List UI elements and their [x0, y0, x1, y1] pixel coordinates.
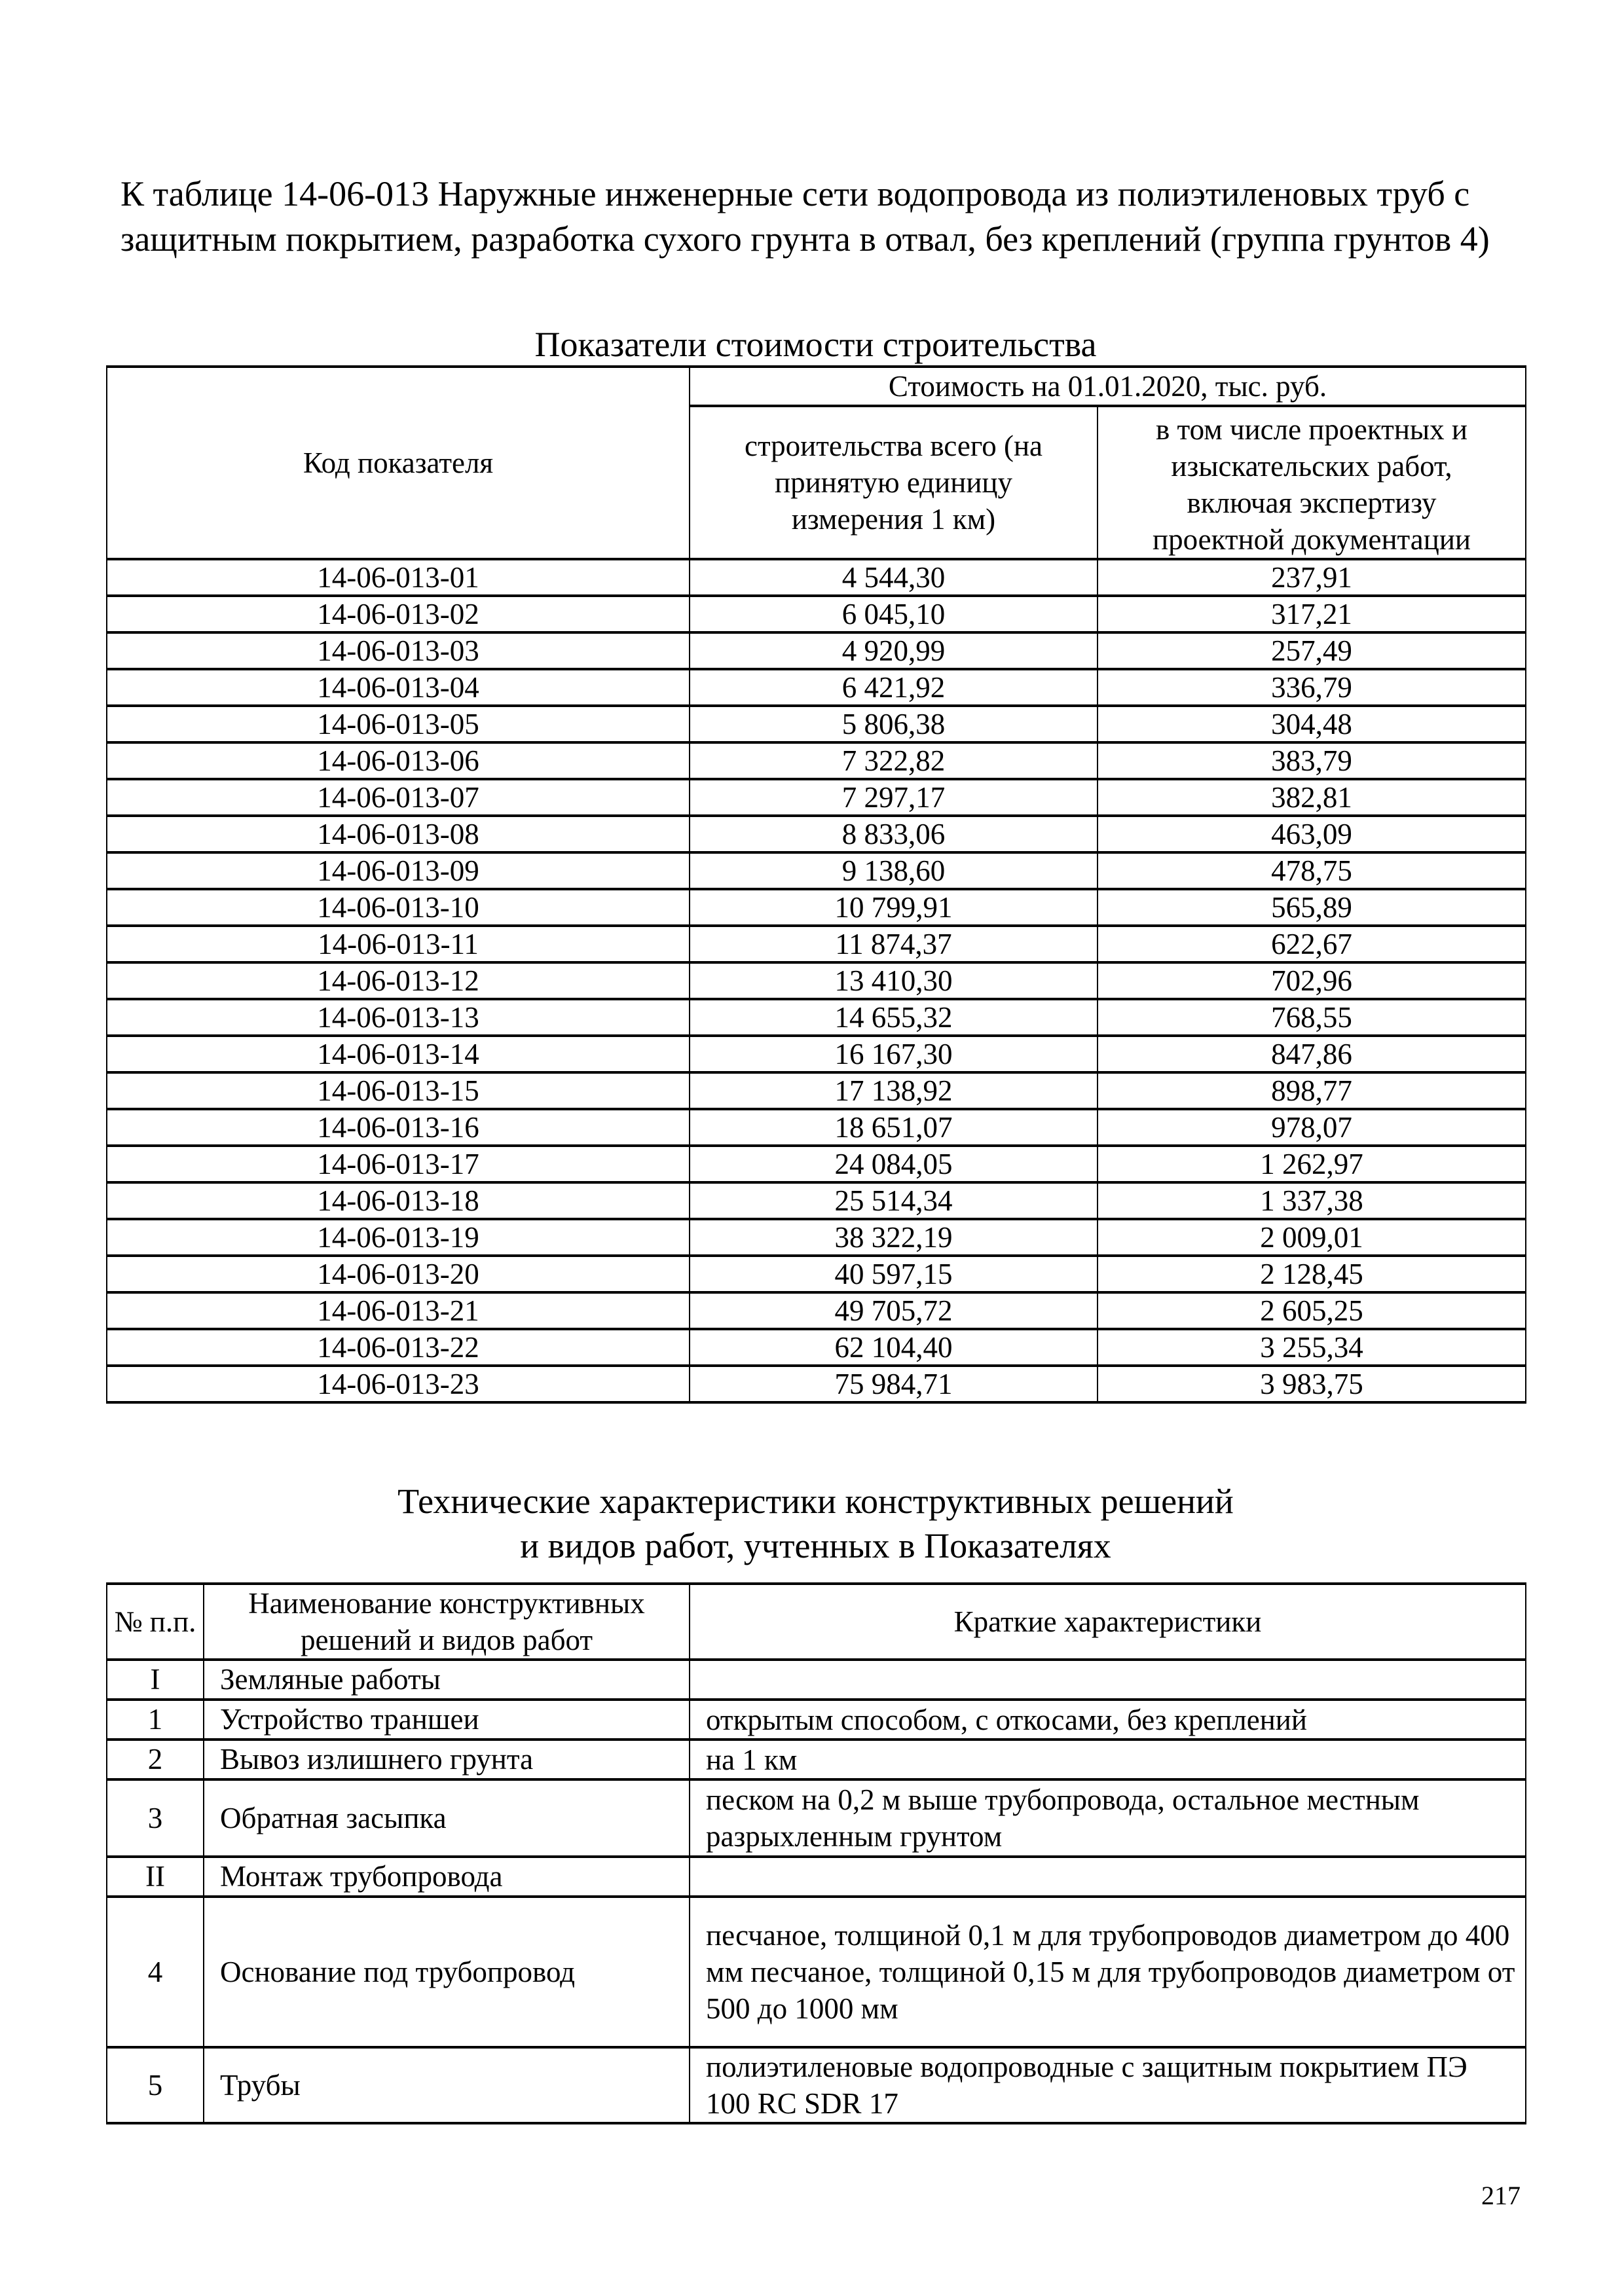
cell-name: Основание под трубопровод — [204, 1897, 690, 2047]
table2-caption-line2: и видов работ, учтенных в Показателях — [520, 1526, 1111, 1565]
table-row — [107, 1329, 1526, 1366]
table-row — [107, 926, 1526, 962]
table-row — [107, 596, 1526, 632]
cell-num: 4 — [107, 1897, 204, 2047]
header-cost-group: Стоимость на 01.01.2020, тыс. руб. — [690, 367, 1526, 406]
cell-code: 14-06-013-05 — [107, 706, 690, 742]
cell-num: II — [107, 1857, 204, 1897]
cell-total: 6 421,92 — [690, 669, 1098, 706]
header-num: № п.п. — [107, 1584, 204, 1660]
cell-total: 62 104,40 — [690, 1329, 1098, 1366]
table1-caption: Показатели стоимости строительства — [534, 325, 1097, 364]
cell-design: 898,77 — [1098, 1072, 1526, 1109]
table-row — [107, 669, 1526, 706]
page-number: 217 — [1481, 2181, 1521, 2210]
table-row — [107, 632, 1526, 669]
cell-code: 14-06-013-17 — [107, 1146, 690, 1182]
table-row — [107, 1779, 1526, 1857]
table-row — [107, 1219, 1526, 1256]
cell-code: 14-06-013-22 — [107, 1329, 690, 1366]
table-row — [107, 779, 1526, 816]
table-row — [107, 1897, 1526, 2047]
cell-total: 17 138,92 — [690, 1072, 1098, 1109]
cell-code: 14-06-013-01 — [107, 559, 690, 596]
table-row — [107, 1036, 1526, 1072]
table-row — [107, 889, 1526, 926]
cell-code: 14-06-013-21 — [107, 1292, 690, 1329]
cell-total: 14 655,32 — [690, 999, 1098, 1036]
cell-design: 237,91 — [1098, 559, 1526, 596]
cell-total: 4 544,30 — [690, 559, 1098, 596]
table-row — [107, 559, 1526, 596]
cell-num: 3 — [107, 1779, 204, 1857]
cell-desc: песчаное, толщиной 0,1 м для трубопроводов диаметром до 400 мм песчаное, толщиной 0,15 м для трубопроводов диаметром от 500 до 1000 мм — [690, 1897, 1526, 2047]
cell-desc: на 1 км — [690, 1740, 1526, 1779]
cell-num: I — [107, 1660, 204, 1700]
cell-total: 7 322,82 — [690, 742, 1098, 779]
cell-total: 16 167,30 — [690, 1036, 1098, 1072]
cell-total: 4 920,99 — [690, 632, 1098, 669]
cell-design: 565,89 — [1098, 889, 1526, 926]
table-row — [107, 999, 1526, 1036]
cell-total: 5 806,38 — [690, 706, 1098, 742]
cell-desc — [690, 1660, 1526, 1700]
table-row — [107, 706, 1526, 742]
cell-design: 2 128,45 — [1098, 1256, 1526, 1292]
table-row — [107, 2047, 1526, 2123]
cell-name: Монтаж трубопровода — [204, 1857, 690, 1897]
cell-design: 702,96 — [1098, 962, 1526, 999]
cell-design: 463,09 — [1098, 816, 1526, 852]
cell-design: 2 605,25 — [1098, 1292, 1526, 1329]
cell-design: 1 337,38 — [1098, 1182, 1526, 1219]
header-name: Наименование конструктивных решений и видов работ — [204, 1584, 690, 1660]
cell-design: 317,21 — [1098, 596, 1526, 632]
table-row — [107, 962, 1526, 999]
cell-code: 14-06-013-07 — [107, 779, 690, 816]
cell-total: 6 045,10 — [690, 596, 1098, 632]
cell-design: 2 009,01 — [1098, 1219, 1526, 1256]
cell-total: 9 138,60 — [690, 852, 1098, 889]
cell-design: 3 983,75 — [1098, 1366, 1526, 1402]
cell-design: 1 262,97 — [1098, 1146, 1526, 1182]
cell-total: 38 322,19 — [690, 1219, 1098, 1256]
cell-code: 14-06-013-16 — [107, 1109, 690, 1146]
cell-total: 13 410,30 — [690, 962, 1098, 999]
cell-name: Обратная засыпка — [204, 1779, 690, 1857]
table-row — [107, 1109, 1526, 1146]
cell-desc: песком на 0,2 м выше трубопровода, остальное местным разрыхленным грунтом — [690, 1779, 1526, 1857]
cell-desc: полиэтиленовые водопроводные с защитным покрытием ПЭ 100 RC SDR 17 — [690, 2047, 1526, 2123]
header-design: в том числе проектных и изыскательских работ, включая экспертизу проектной документации — [1098, 406, 1526, 559]
cell-code: 14-06-013-03 — [107, 632, 690, 669]
table-row — [107, 1256, 1526, 1292]
cell-design: 336,79 — [1098, 669, 1526, 706]
table-row — [107, 1182, 1526, 1219]
table-row — [107, 1146, 1526, 1182]
cell-code: 14-06-013-02 — [107, 596, 690, 632]
cell-code: 14-06-013-12 — [107, 962, 690, 999]
cell-code: 14-06-013-19 — [107, 1219, 690, 1256]
cell-total: 25 514,34 — [690, 1182, 1098, 1219]
cell-total: 7 297,17 — [690, 779, 1098, 816]
cell-name: Вывоз излишнего грунта — [204, 1740, 690, 1779]
cell-total: 24 084,05 — [690, 1146, 1098, 1182]
cell-desc: открытым способом, с откосами, без креплений — [690, 1700, 1526, 1740]
cell-design: 478,75 — [1098, 852, 1526, 889]
table-row — [107, 1292, 1526, 1329]
cell-total: 10 799,91 — [690, 889, 1098, 926]
table-row — [107, 742, 1526, 779]
table-row — [107, 1072, 1526, 1109]
cell-name: Земляные работы — [204, 1660, 690, 1700]
cell-design: 383,79 — [1098, 742, 1526, 779]
technical-characteristics-table — [106, 1582, 1526, 2124]
cell-design: 847,86 — [1098, 1036, 1526, 1072]
cell-code: 14-06-013-15 — [107, 1072, 690, 1109]
cell-design: 304,48 — [1098, 706, 1526, 742]
cell-total: 40 597,15 — [690, 1256, 1098, 1292]
header-desc: Краткие характеристики — [690, 1584, 1526, 1660]
cell-design: 978,07 — [1098, 1109, 1526, 1146]
cell-desc — [690, 1857, 1526, 1897]
cell-code: 14-06-013-20 — [107, 1256, 690, 1292]
cell-total: 8 833,06 — [690, 816, 1098, 852]
table-row — [107, 1366, 1526, 1402]
cell-code: 14-06-013-04 — [107, 669, 690, 706]
cell-code: 14-06-013-11 — [107, 926, 690, 962]
cell-name: Трубы — [204, 2047, 690, 2123]
cell-code: 14-06-013-06 — [107, 742, 690, 779]
cell-design: 622,67 — [1098, 926, 1526, 962]
cell-num: 1 — [107, 1700, 204, 1740]
table-row — [107, 816, 1526, 852]
header-total: строительства всего (на принятую единицу измерения 1 км) — [690, 406, 1098, 559]
cell-design: 382,81 — [1098, 779, 1526, 816]
cell-design: 3 255,34 — [1098, 1329, 1526, 1366]
document-title: К таблице 14-06-013 Наружные инженерные сети водопровода из полиэтиленовых труб с защитным покрытием, разработка сухого грунта в отвал, без креплений (группа грунтов 4) — [120, 174, 1490, 259]
table-row — [107, 1660, 1526, 1700]
cell-code: 14-06-013-18 — [107, 1182, 690, 1219]
cell-code: 14-06-013-14 — [107, 1036, 690, 1072]
cell-total: 11 874,37 — [690, 926, 1098, 962]
cell-total: 49 705,72 — [690, 1292, 1098, 1329]
cell-code: 14-06-013-10 — [107, 889, 690, 926]
cell-code: 14-06-013-23 — [107, 1366, 690, 1402]
cell-total: 18 651,07 — [690, 1109, 1098, 1146]
header-code: Код показателя — [107, 367, 690, 559]
cost-indicators-table — [106, 365, 1526, 1404]
cell-design: 257,49 — [1098, 632, 1526, 669]
table-row — [107, 1740, 1526, 1779]
cell-num: 2 — [107, 1740, 204, 1779]
cell-name: Устройство траншеи — [204, 1700, 690, 1740]
cell-total: 75 984,71 — [690, 1366, 1098, 1402]
cell-code: 14-06-013-09 — [107, 852, 690, 889]
table-row — [107, 852, 1526, 889]
cell-code: 14-06-013-08 — [107, 816, 690, 852]
cell-code: 14-06-013-13 — [107, 999, 690, 1036]
table-row — [107, 1700, 1526, 1740]
table-row — [107, 1857, 1526, 1897]
cell-design: 768,55 — [1098, 999, 1526, 1036]
cell-num: 5 — [107, 2047, 204, 2123]
table2-caption-line1: Технические характеристики конструктивных решений — [397, 1482, 1234, 1521]
